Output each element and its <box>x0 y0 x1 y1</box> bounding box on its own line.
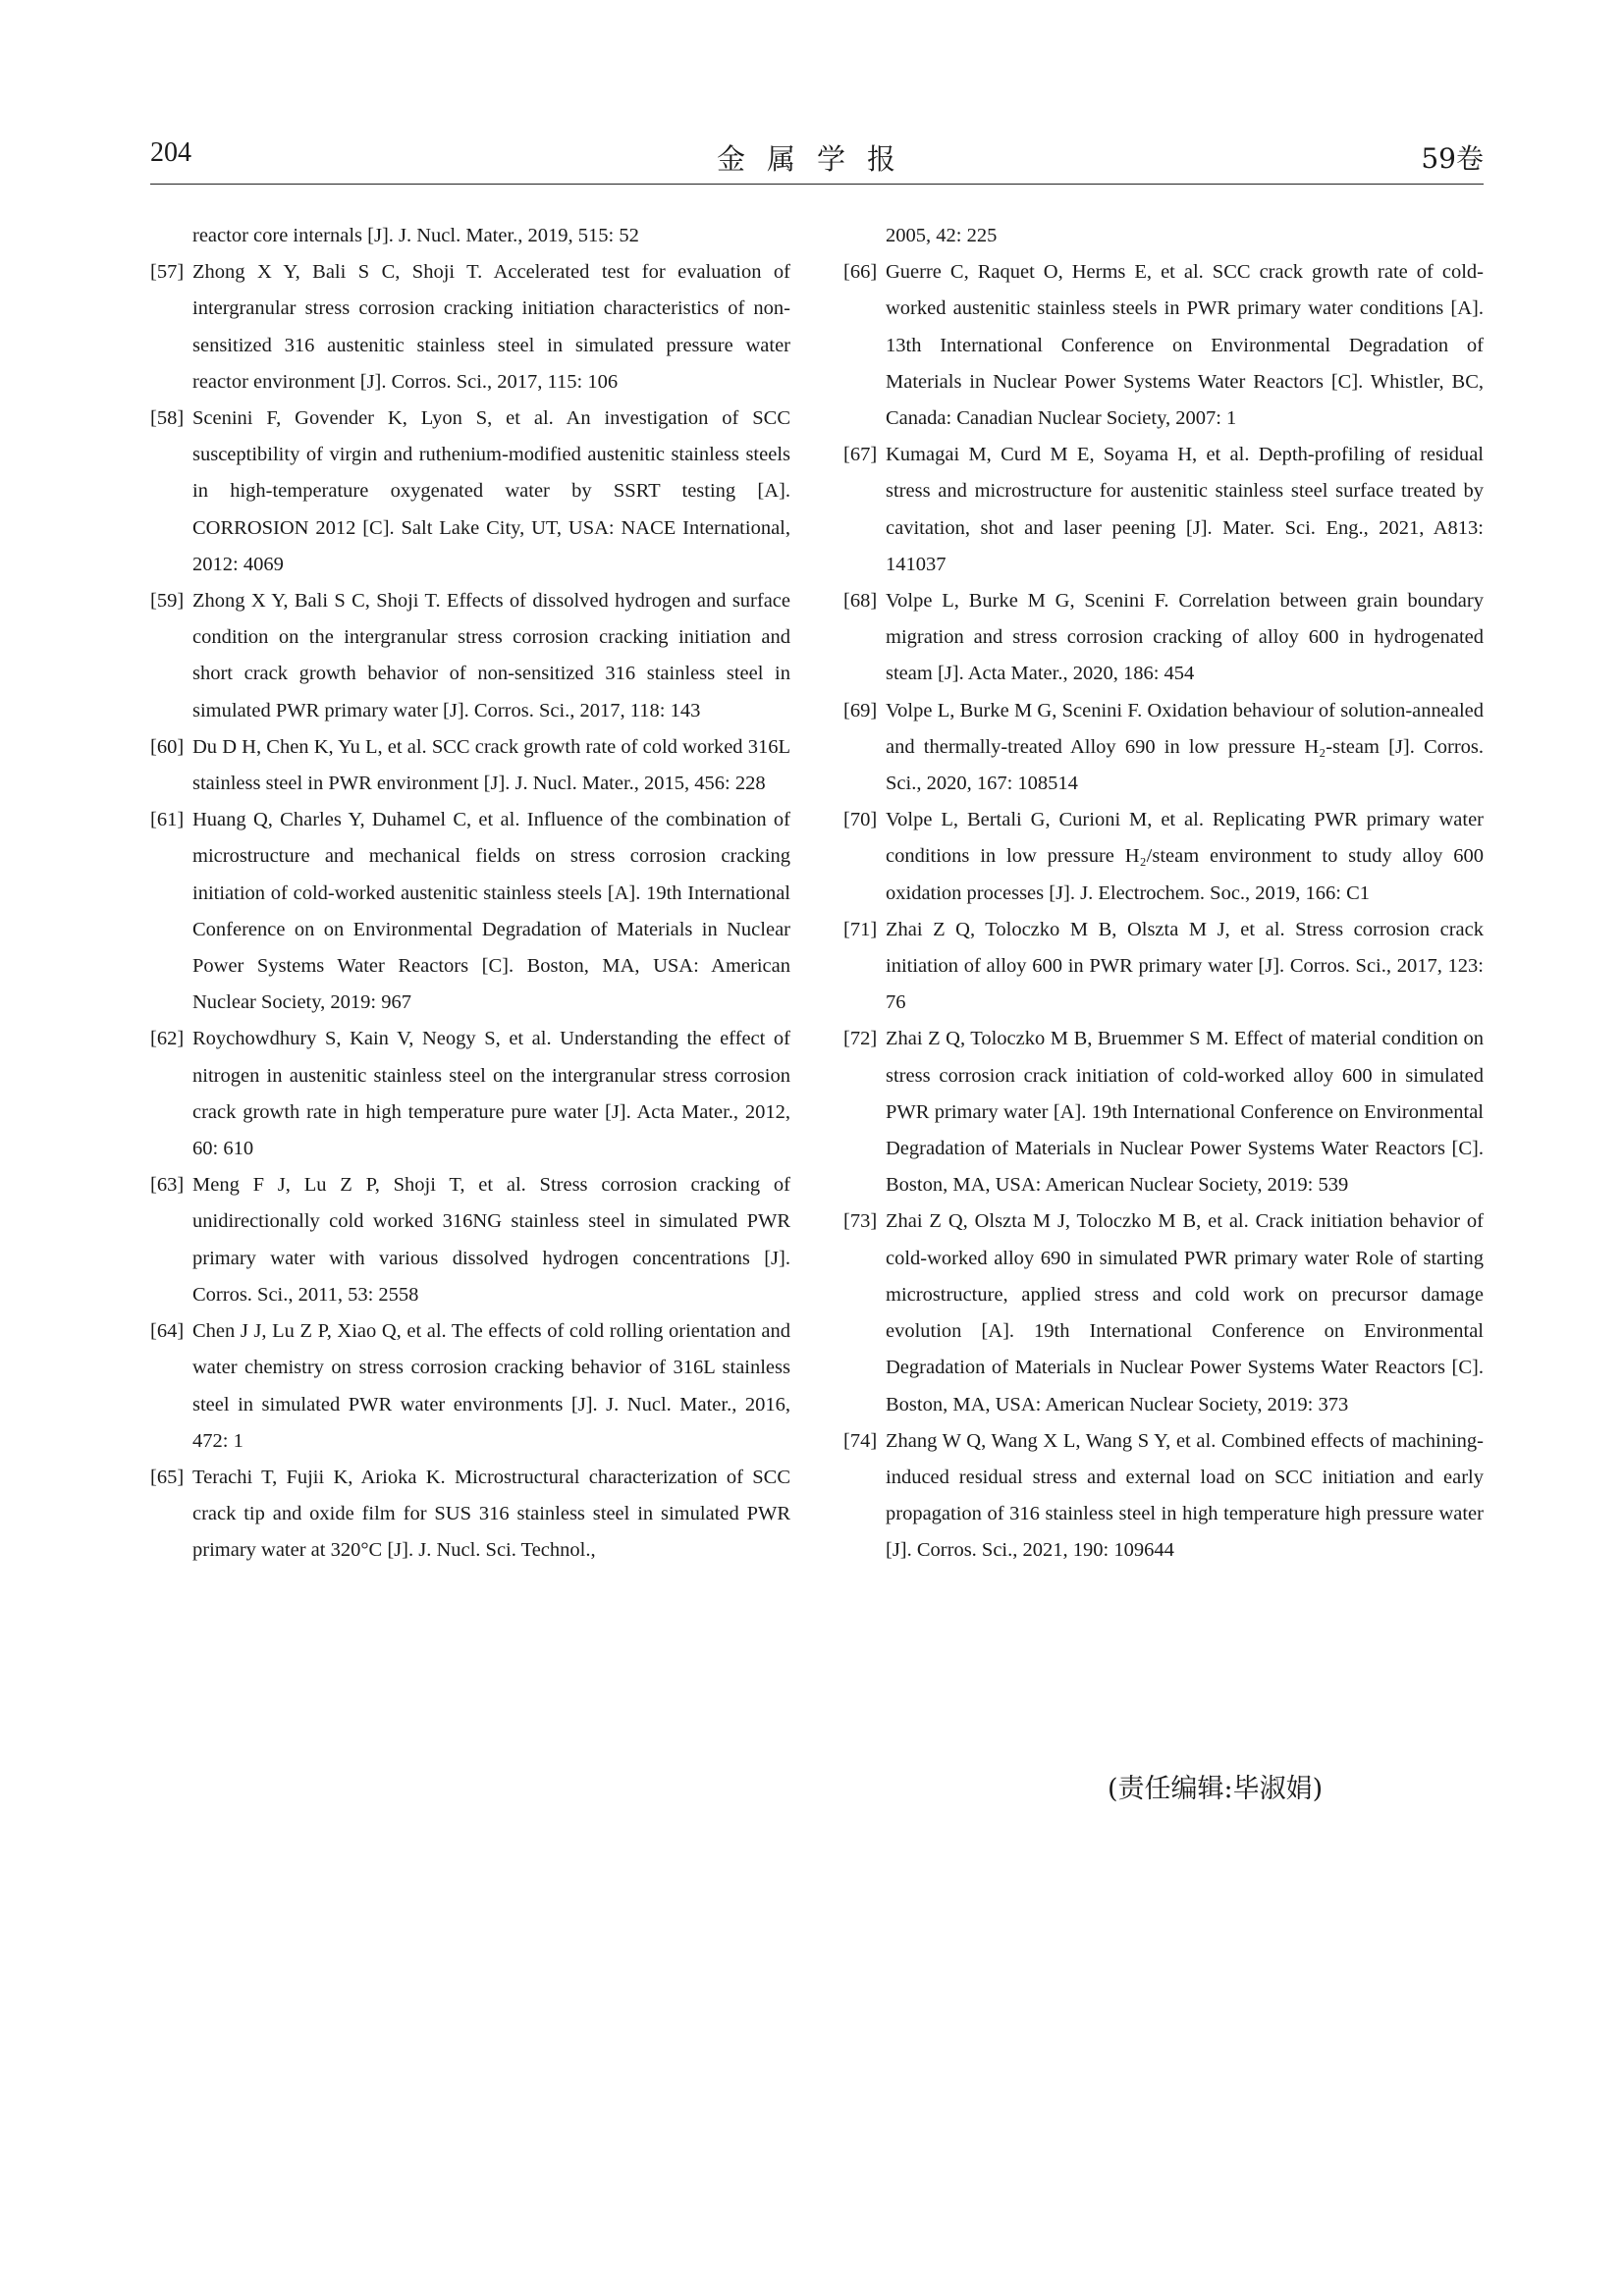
reference-text: Roychowdhury S, Kain V, Neogy S, et al. Understanding the effect of nitrogen in austenitic stainless steel on the intergranular stress corrosion crack growth rate in high temperature pure water [J]. Acta Mater., 2012, 60: 610 <box>192 1028 790 1160</box>
reference-item <box>843 912 1484 1022</box>
reference-number: [62] <box>150 1028 185 1050</box>
reference-item <box>843 218 1484 254</box>
editor-note: (责任编辑:毕淑娟) <box>1108 1774 1324 1804</box>
reference-column-left <box>150 218 790 1570</box>
reference-text: Zhai Z Q, Olszta M J, Toloczko M B, et al. Crack initiation behavior of cold-worked alloy 690 in simulated PWR primary water Role of starting microstructure, applied stress and cold work on precursor damage evolution [A]. 19th International Conference on Environmental Degradation of Materials in Nuclear Power Systems Water Reactors [C]. Boston, MA, USA: American Nuclear Society, 2019: 373 <box>886 1210 1484 1415</box>
reference-item <box>150 1460 790 1570</box>
reference-item <box>150 218 790 254</box>
reference-text: Volpe L, Bertali G, Curioni M, et al. Replicating PWR primary water conditions in low pressure H₂/steam environment to study alloy 600 oxidation processes [J]. J. Electrochem. Soc., 2019, 166: C1 <box>886 809 1484 904</box>
reference-text: Volpe L, Burke M G, Scenini F. Correlation between grain boundary migration and stress corrosion cracking of alloy 600 in hydrogenated steam [J]. Acta Mater., 2020, 186: 454 <box>886 590 1484 685</box>
reference-number: [70] <box>843 809 878 831</box>
reference-text: Scenini F, Govender K, Lyon S, et al. An investigation of SCC susceptibility of virgin and ruthenium-modified austenitic stainless steels in high-temperature oxygenated water by SSRT testing [A]. CORROSION 2012 [C]. Salt Lake City, UT, USA: NACE International, 2012: 4069 <box>192 407 790 575</box>
page-number: 204 <box>150 137 191 168</box>
reference-number: [68] <box>843 590 878 613</box>
reference-text: Du D H, Chen K, Yu L, et al. SCC crack growth rate of cold worked 316L stainless steel in PWR environment [J]. J. Nucl. Mater., 2015, 456: 228 <box>192 735 790 795</box>
reference-number: [72] <box>843 1028 878 1050</box>
reference-number: [58] <box>150 407 185 430</box>
reference-item <box>843 1021 1484 1203</box>
journal-title: 金属学报 <box>716 142 917 176</box>
reference-text: Meng F J, Lu Z P, Shoji T, et al. Stress corrosion cracking of unidirectionally cold worked 316NG stainless steel in simulated PWR primary water with various dissolved hydrogen concentrations [J]. Corros. Sci., 2011, 53: 2558 <box>192 1174 790 1306</box>
reference-number: [64] <box>150 1320 185 1343</box>
reference-column-right <box>843 218 1484 1570</box>
reference-text: Terachi T, Fujii K, Arioka K. Microstructural characterization of SCC crack tip and oxide film for SUS 316 stainless steel in simulated PWR primary water at 320°C [J]. J. Nucl. Sci. Technol., <box>192 1466 790 1562</box>
reference-number: [73] <box>843 1210 878 1233</box>
reference-item <box>843 583 1484 693</box>
reference-text: Zhong X Y, Bali S C, Shoji T. Effects of dissolved hydrogen and surface condition on the intergranular stress corrosion cracking initiation and short crack growth behavior of non-sensitized 316 stainless steel in simulated PWR primary water [J]. Corros. Sci., 2017, 118: 143 <box>192 590 790 721</box>
reference-item <box>843 693 1484 803</box>
reference-item <box>150 1021 790 1167</box>
reference-text: Zhong X Y, Bali S C, Shoji T. Accelerated test for evaluation of intergranular stress corrosion cracking initiation characteristics of non-sensitized 316 austenitic stainless steel in simulated pressure water reactor environment [J]. Corros. Sci., 2017, 115: 106 <box>192 261 790 393</box>
reference-number: [57] <box>150 261 185 284</box>
reference-text: Kumagai M, Curd M E, Soyama H, et al. Depth-profiling of residual stress and microstructure for austenitic stainless steel surface treated by cavitation, shot and laser peening [J]. Mater. Sci. Eng., 2021, A813: 141037 <box>886 444 1484 575</box>
reference-number: [61] <box>150 809 185 831</box>
reference-text: Volpe L, Burke M G, Scenini F. Oxidation behaviour of solution-annealed and thermally-treated Alloy 690 in low pressure H₂-steam [J]. Corros. Sci., 2020, 167: 108514 <box>886 699 1484 795</box>
reference-item <box>150 254 790 400</box>
reference-number: [71] <box>843 918 878 940</box>
reference-item <box>843 1203 1484 1422</box>
reference-text: 2005, 42: 225 <box>886 225 998 246</box>
volume-label: 59卷 <box>1421 142 1484 175</box>
header-rule <box>150 184 1484 185</box>
reference-text: Huang Q, Charles Y, Duhamel C, et al. Influence of the combination of microstructure and mechanical fields on stress corrosion cracking initiation of cold-worked austenitic stainless steels [A]. 19th International Conference on on Environmental Degradation of Materials in Nuclear Power Systems Water Reactors [C]. Boston, MA, USA: American Nuclear Society, 2019: 967 <box>192 809 790 1014</box>
reference-item <box>150 583 790 729</box>
reference-item <box>843 254 1484 437</box>
reference-text: Guerre C, Raquet O, Herms E, et al. SCC crack growth rate of cold-worked austenitic stainless steels in PWR primary water conditions [A]. 13th International Conference on Environmental Degradation of Materials in Nuclear Power Systems Water Reactors [C]. Whistler, BC, Canada: Canadian Nuclear Society, 2007: 1 <box>886 261 1484 430</box>
reference-item <box>843 1423 1484 1570</box>
reference-text: Zhai Z Q, Toloczko M B, Olszta M J, et al. Stress corrosion crack initiation of alloy 600 in PWR primary water [J]. Corros. Sci., 2017, 123: 76 <box>886 918 1484 1014</box>
reference-number: [66] <box>843 261 878 284</box>
reference-item <box>150 802 790 1021</box>
reference-item <box>150 1167 790 1313</box>
reference-text: Zhai Z Q, Toloczko M B, Bruemmer S M. Effect of material condition on stress corrosion crack initiation of cold-worked alloy 600 in simulated PWR primary water [A]. 19th International Conference on Environmental Degradation of Materials in Nuclear Power Systems Water Reactors [C]. Boston, MA, USA: American Nuclear Society, 2019: 539 <box>886 1028 1484 1197</box>
reference-number: [69] <box>843 699 878 721</box>
reference-number: [74] <box>843 1429 878 1452</box>
reference-number: [65] <box>150 1466 185 1488</box>
reference-number: [60] <box>150 735 185 758</box>
reference-item <box>150 400 790 583</box>
reference-text: reactor core internals [J]. J. Nucl. Mater., 2019, 515: 52 <box>192 225 639 246</box>
reference-item <box>150 729 790 802</box>
reference-number: [63] <box>150 1174 185 1197</box>
page-header <box>150 137 1484 187</box>
reference-item <box>843 437 1484 583</box>
reference-text: Zhang W Q, Wang X L, Wang S Y, et al. Combined effects of machining-induced residual stress and external load on SCC initiation and early propagation of 316 stainless steel in high temperature high pressure water [J]. Corros. Sci., 2021, 190: 109644 <box>886 1429 1484 1562</box>
reference-number: [67] <box>843 444 878 466</box>
reference-item <box>150 1313 790 1460</box>
reference-item <box>843 802 1484 912</box>
reference-number: [59] <box>150 590 185 613</box>
reference-text: Chen J J, Lu Z P, Xiao Q, et al. The effects of cold rolling orientation and water chemistry on stress corrosion cracking behavior of 316L stainless steel in simulated PWR water environments [J]. J. Nucl. Mater., 2016, 472: 1 <box>192 1320 790 1452</box>
